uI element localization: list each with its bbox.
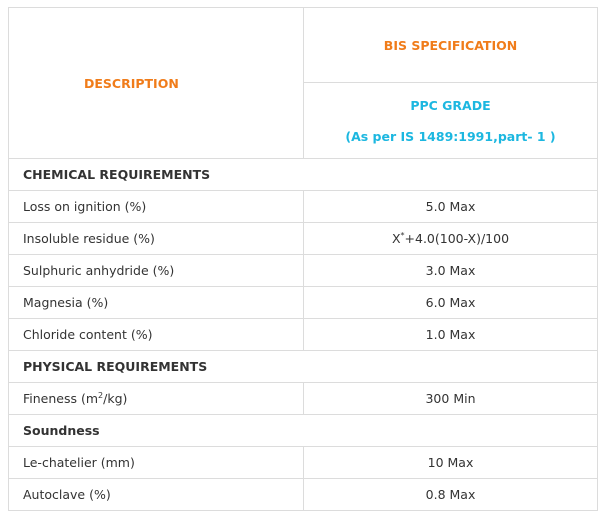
row-label: Loss on ignition (%) [9, 191, 304, 223]
row-value: 6.0 Max [304, 287, 598, 319]
row-value: 0.8 Max [304, 479, 598, 511]
grade-title: PPC GRADE [410, 97, 491, 113]
description-header: DESCRIPTION [9, 8, 304, 159]
value-prefix: X [391, 231, 401, 246]
label-prefix: Fineness (m [23, 391, 99, 406]
section-title: Soundness [9, 415, 598, 447]
table-row [9, 447, 598, 479]
specification-table [8, 7, 598, 511]
table-row [9, 255, 598, 287]
section-row [9, 159, 598, 191]
row-value: 1.0 Max [304, 319, 598, 351]
row-label: Autoclave (%) [9, 479, 304, 511]
row-value: 300 Min [304, 383, 598, 415]
value-suffix: +4.0(100-X)/100 [404, 231, 510, 246]
row-label: Le-chatelier (mm) [9, 447, 304, 479]
row-value [304, 223, 598, 255]
grade-cell [304, 83, 598, 159]
row-label: Sulphuric anhydride (%) [9, 255, 304, 287]
row-label [9, 383, 304, 415]
row-label: Chloride content (%) [9, 319, 304, 351]
table-row [9, 383, 598, 415]
row-label: Insoluble residue (%) [9, 223, 304, 255]
section-title: PHYSICAL REQUIREMENTS [9, 351, 598, 383]
table-row [9, 223, 598, 255]
header-row [9, 8, 598, 83]
table-row [9, 319, 598, 351]
label-suffix: /kg) [103, 391, 128, 406]
specification-table-container [8, 7, 597, 511]
table-row [9, 191, 598, 223]
table-row [9, 287, 598, 319]
row-label: Magnesia (%) [9, 287, 304, 319]
bis-specification-header: BIS SPECIFICATION [304, 8, 598, 83]
row-value: 10 Max [304, 447, 598, 479]
row-value: 5.0 Max [304, 191, 598, 223]
label-superscript: 2 [98, 390, 104, 400]
table-row [9, 479, 598, 511]
value-superscript: * [400, 230, 405, 240]
section-row [9, 351, 598, 383]
section-title: CHEMICAL REQUIREMENTS [9, 159, 598, 191]
row-value: 3.0 Max [304, 255, 598, 287]
section-row [9, 415, 598, 447]
grade-standard: (As per IS 1489:1991,part- 1 ) [345, 128, 556, 144]
